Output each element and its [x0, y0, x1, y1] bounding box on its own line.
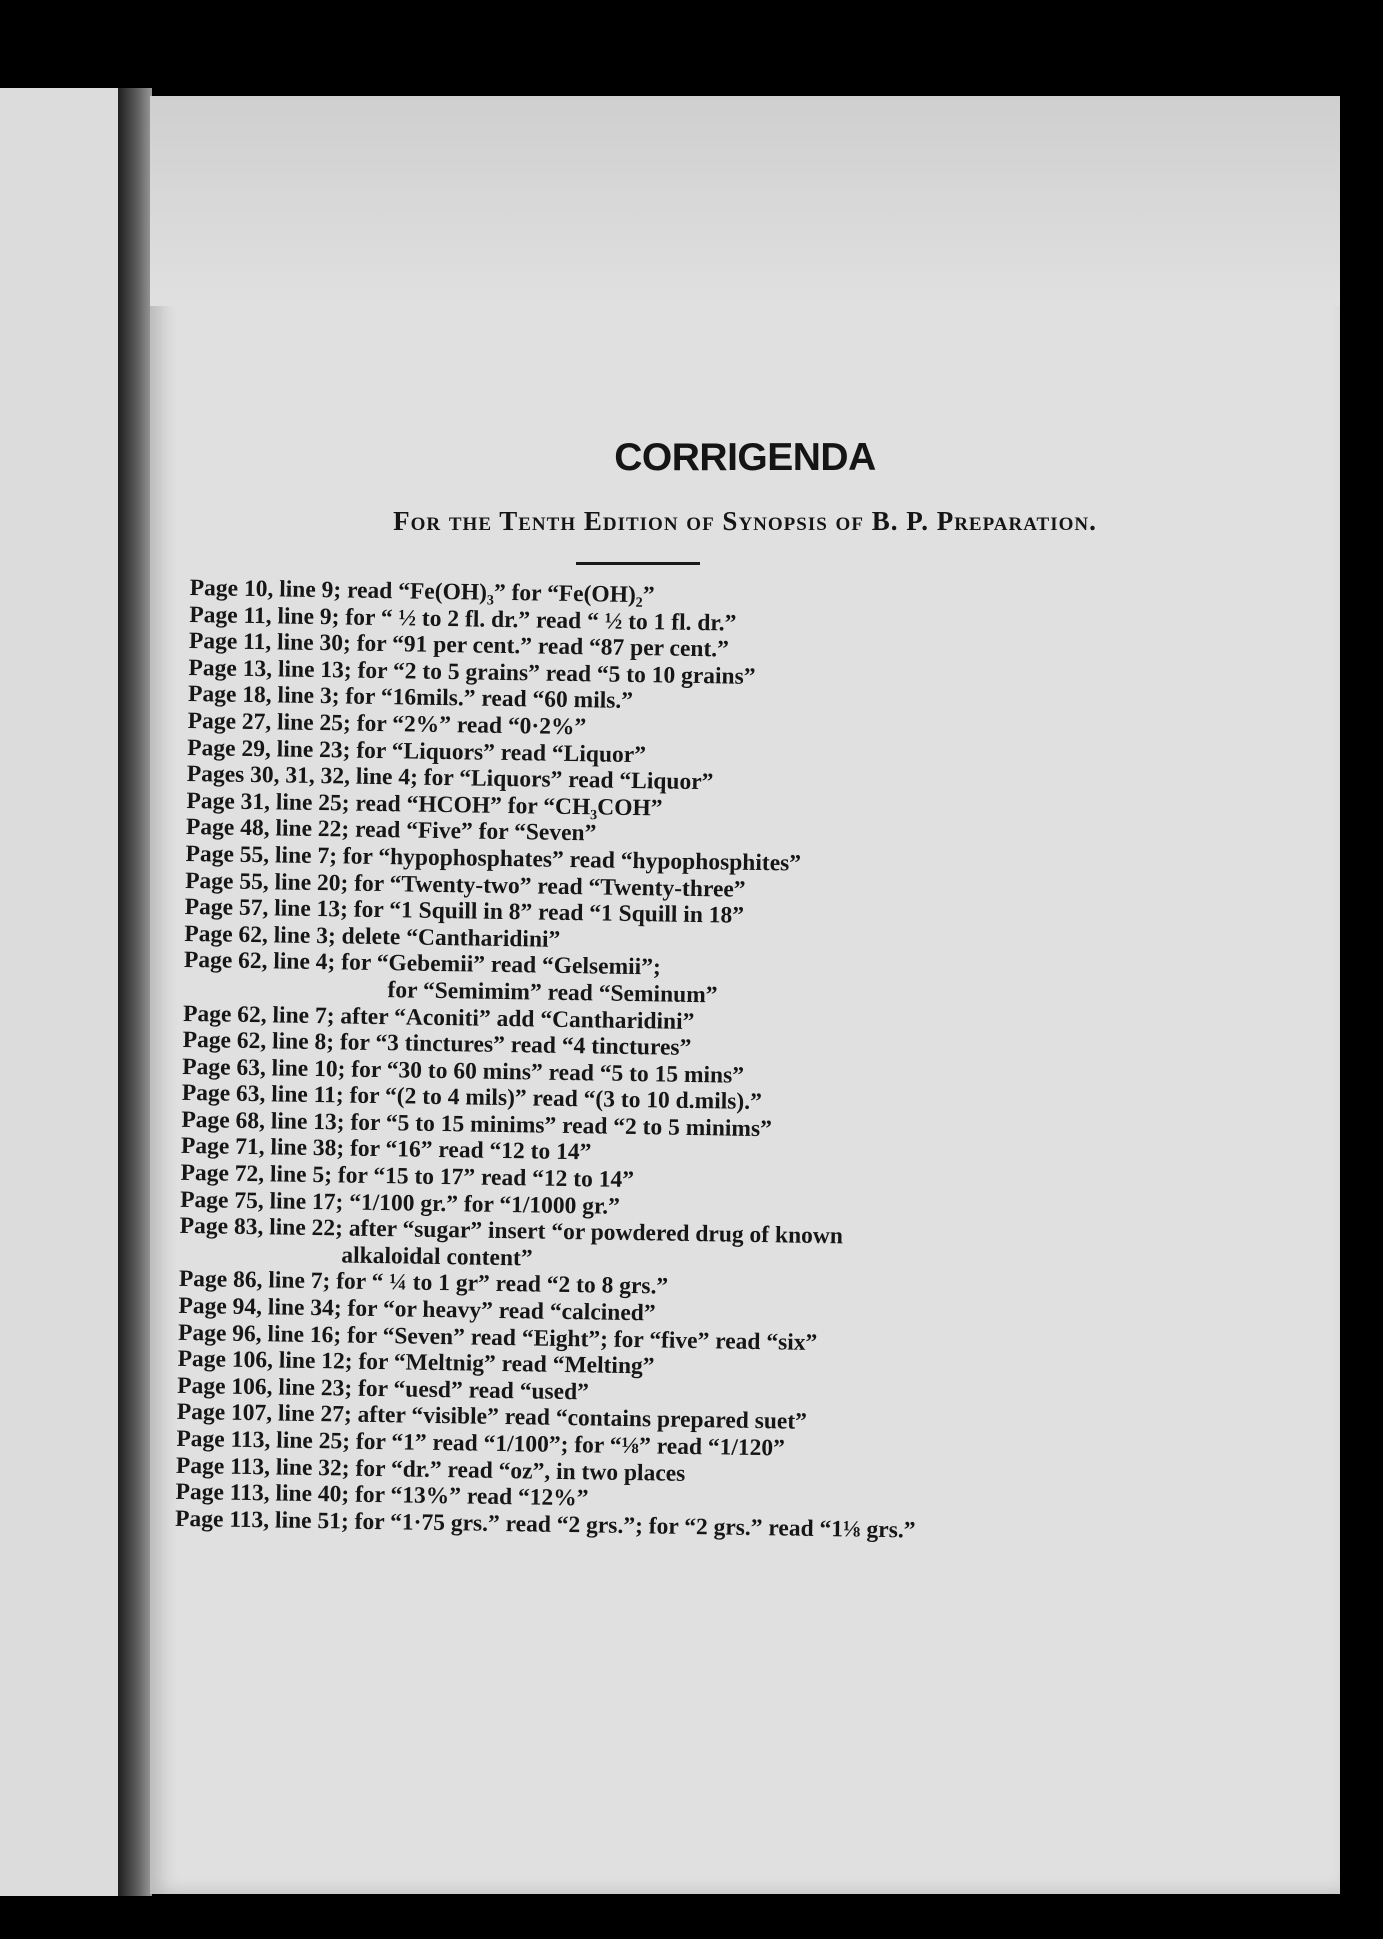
facing-page-edge — [0, 88, 118, 1896]
corrigendum-entry: Page 113, line 25; for “1” read “1/100”; for “⅛” read “1/120” — [176, 1425, 786, 1462]
corrigendum-entry: Page 48, line 22; read “Five” for “Seven” — [185, 814, 597, 847]
page-title: CORRIGENDA — [614, 436, 876, 479]
corrigendum-entry: Page 106, line 12; for “Meltnig” read “Melting” — [177, 1346, 655, 1380]
corrigendum-continuation: for “Semimim” read “Seminum” — [387, 977, 718, 1009]
corrigendum-entry: Page 106, line 23; for “uesd” read “used” — [177, 1372, 590, 1406]
corrigendum-entry: Page 10, line 9; read “Fe(OH)₃” for “Fe(OH)₂” — [189, 575, 655, 609]
corrigendum-entry: Pages 30, 31, 32, line 4; for “Liquors” read “Liquor” — [186, 761, 714, 796]
corrigendum-entry: Page 31, line 25; read “HCOH” for “CH₃COH” — [186, 787, 663, 822]
corrigendum-entry: Page 11, line 30; for “91 per cent.” read “87 per cent.” — [188, 628, 730, 663]
corrigendum-entry: Page 86, line 7; for “ ¼ to 1 gr” read “2 to 8 grs.” — [178, 1266, 669, 1301]
corrigenda-list — [175, 575, 1310, 1550]
corrigendum-entry: Page 113, line 32; for “dr.” read “oz”, in two places — [175, 1452, 686, 1487]
corrigendum-entry: Page 75, line 17; “1/100 gr.” for “1/1000 gr.” — [179, 1186, 621, 1220]
page-shading — [150, 96, 1340, 306]
corrigendum-entry: Page 62, line 7; after “Aconiti” add “Cantharidini” — [182, 1000, 695, 1035]
corrigendum-entry: Page 29, line 23; for “Liquors” read “Liquor” — [187, 734, 647, 768]
title-rule — [576, 562, 700, 565]
corrigendum-entry: Page 62, line 3; delete “Cantharidini” — [184, 920, 561, 953]
corrigendum-entry: Page 68, line 13; for “5 to 15 minims” read “2 to 5 minims” — [181, 1106, 773, 1143]
corrigendum-continuation: alkaloidal content” — [341, 1242, 533, 1272]
document-page — [150, 96, 1340, 1894]
corrigendum-entry: Page 96, line 16; for “Seven” read “Eight”; for “five” read “six” — [177, 1319, 818, 1356]
book-gutter — [118, 88, 152, 1896]
corrigendum-entry: Page 18, line 3; for “16mils.” read “60 mils.” — [187, 681, 634, 715]
corrigendum-entry: Page 113, line 51; for “1·75 grs.” read “2 grs.”; for “2 grs.” read “1⅛ grs.” — [174, 1505, 916, 1544]
corrigendum-entry: Page 62, line 8; for “3 tinctures” read “4 tinctures” — [182, 1027, 692, 1062]
corrigendum-entry: Page 55, line 7; for “hypophosphates” read “hypophosphites” — [185, 840, 802, 877]
corrigendum-entry: Page 83, line 22; after “sugar” insert “or powdered drug of known — [179, 1213, 844, 1250]
corrigendum-entry: Page 57, line 13; for “1 Squill in 8” read “1 Squill in 18” — [184, 894, 745, 929]
corrigendum-entry: Page 72, line 5; for “15 to 17” read “12 to 14” — [180, 1159, 635, 1194]
corrigendum-entry: Page 107, line 27; after “visible” read “contains prepared suet” — [176, 1399, 808, 1436]
corrigendum-entry: Page 62, line 4; for “Gebemii” read “Gelsemii”; — [183, 947, 661, 981]
corrigendum-entry: Page 63, line 10; for “30 to 60 mins” read “5 to 15 mins” — [182, 1053, 745, 1089]
corrigendum-entry: Page 94, line 34; for “or heavy” read “calcined” — [178, 1292, 656, 1327]
corrigendum-entry: Page 55, line 20; for “Twenty-two” read “Twenty-three” — [184, 867, 746, 903]
corrigendum-entry: Page 13, line 13; for “2 to 5 grains” read “5 to 10 grains” — [188, 654, 756, 690]
corrigendum-entry: Page 27, line 25; for “2%” read “0·2%” — [187, 707, 587, 741]
corrigendum-entry: Page 11, line 9; for “ ½ to 2 fl. dr.” read “ ½ to 1 fl. dr.” — [189, 601, 737, 637]
corrigendum-entry: Page 113, line 40; for “13%” read “12%” — [175, 1479, 589, 1512]
corrigendum-entry: Page 63, line 11; for “(2 to 4 mils)” read “(3 to 10 d.mils).” — [181, 1080, 763, 1116]
page-subtitle: For the Tenth Edition of Synopsis of B. P. Preparation. — [393, 506, 1097, 536]
corrigendum-entry: Page 71, line 38; for “16” read “12 to 14” — [180, 1133, 592, 1166]
